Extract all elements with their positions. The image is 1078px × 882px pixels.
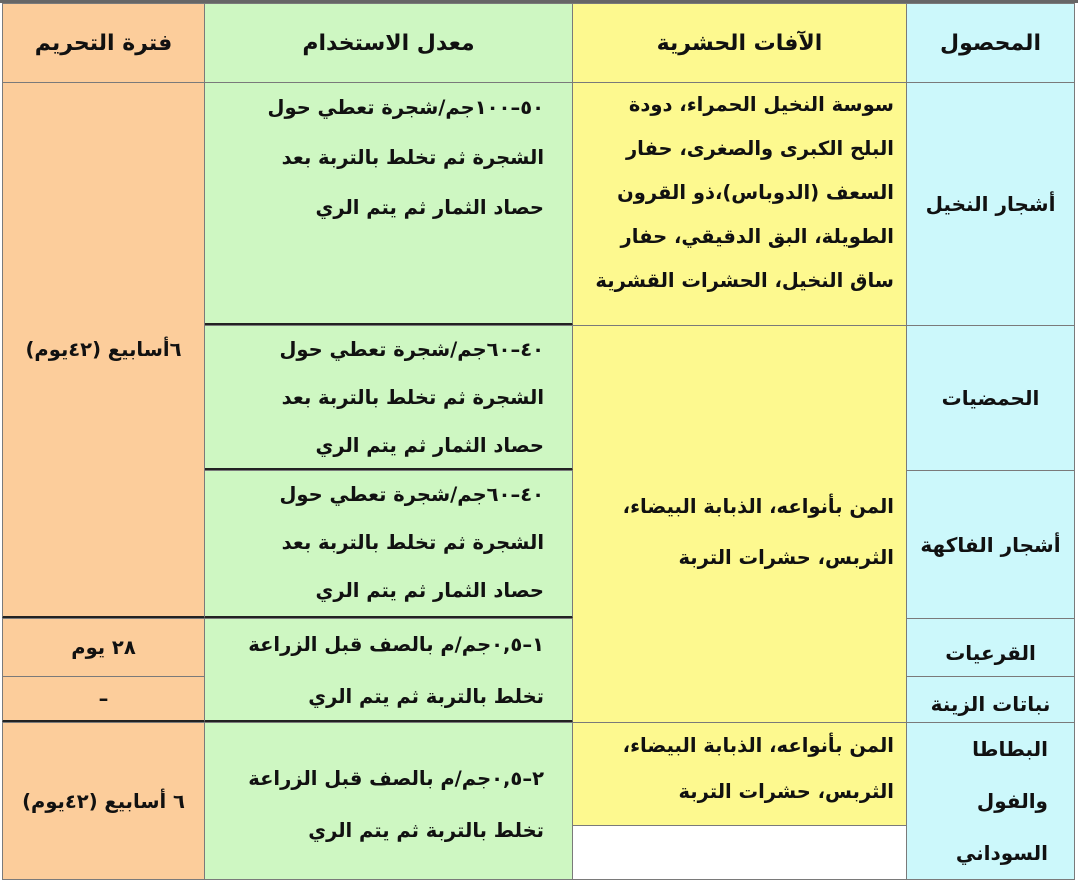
usage-shared-line: تخلط بالتربة ثم يتم الري	[308, 685, 544, 708]
crop-fruit	[906, 470, 1075, 619]
usage-palm-line: ٥٠–١٠٠جم/شجرة تعطي حول	[267, 96, 544, 119]
pests-potato-line: المن بأنواعه، الذبابة البيضاء،	[622, 734, 894, 757]
header-crop: المحصول	[906, 3, 1075, 83]
usage-shared-line: ١–٠,٥جم/م بالصف قبل الزراعة	[248, 633, 544, 656]
pests-potato-blank	[572, 825, 907, 880]
usage-fruit	[204, 470, 573, 619]
pests-palm-line: الطويلة، البق الدقيقي، حفار	[620, 225, 894, 248]
pests-shared-line: الثربس، حشرات التربة	[678, 546, 894, 569]
crop-palm-label: أشجار النخيل	[925, 192, 1056, 216]
crop-ornamentals	[906, 676, 1075, 723]
prohibition-ornamentals	[2, 676, 205, 723]
usage-palm	[204, 82, 573, 326]
usage-citrus-line: حصاد الثمار ثم يتم الري	[315, 434, 544, 457]
usage-citrus-line: ٤٠–٦٠جم/شجرة تعطي حول	[279, 338, 544, 361]
prohibition-potato-value: ٦ أسابيع (٤٢يوم)	[22, 789, 185, 813]
crop-ornamentals-label: نباتات الزينة	[930, 691, 1051, 716]
prohibition-trees-value: ٦أسابيع (٤٢يوم)	[25, 338, 182, 361]
header-prohibition-period: فترة التحريم	[2, 3, 205, 83]
pests-palm-line: البلح الكبرى والصغرى، حفار	[625, 137, 894, 160]
crop-potato-line: البطاطا	[972, 737, 1048, 761]
pests-palm	[572, 82, 907, 326]
usage-potato-line: تخلط بالتربة ثم يتم الري	[308, 819, 544, 842]
crop-potato	[906, 722, 1075, 880]
header-pests: الآفات الحشرية	[572, 3, 907, 83]
pests-shared-line: المن بأنواعه، الذبابة البيضاء،	[622, 495, 894, 518]
usage-potato	[204, 722, 573, 880]
crop-potato-line: والفول	[976, 789, 1048, 813]
prohibition-cucurbits-value: ٢٨ يوم	[71, 636, 136, 659]
pests-palm-line: السعف (الدوباس)،ذو القرون	[617, 181, 894, 204]
usage-citrus-line: الشجرة ثم تخلط بالتربة بعد	[281, 386, 544, 409]
usage-fruit-line: حصاد الثمار ثم يتم الري	[315, 579, 544, 602]
pests-potato	[572, 722, 907, 826]
prohibition-trees	[2, 82, 205, 619]
crop-palm	[906, 82, 1075, 326]
usage-palm-line: الشجرة ثم تخلط بالتربة بعد	[281, 146, 544, 169]
pests-potato-line: الثربس، حشرات التربة	[678, 780, 894, 803]
pests-shared	[572, 325, 907, 723]
usage-fruit-line: ٤٠–٦٠جم/شجرة تعطي حول	[279, 483, 544, 506]
prohibition-potato	[2, 722, 205, 880]
header-usage-rate: معدل الاستخدام	[204, 3, 573, 83]
crop-fruit-label: أشجار الفاكهة	[920, 532, 1061, 557]
crop-cucurbits-label: القرعيات	[945, 640, 1036, 665]
usage-shared	[204, 618, 573, 723]
prohibition-cucurbits	[2, 618, 205, 677]
crop-citrus-label: الحمضيات	[941, 386, 1040, 410]
usage-potato-line: ٢–٠,٥جم/م بالصف قبل الزراعة	[248, 767, 544, 790]
prohibition-ornamentals-value: –	[98, 687, 109, 710]
crop-citrus	[906, 325, 1075, 471]
usage-palm-line: حصاد الثمار ثم يتم الري	[315, 196, 544, 219]
usage-citrus	[204, 325, 573, 471]
pests-palm-line: ساق النخيل، الحشرات القشرية	[595, 269, 894, 292]
crop-cucurbits	[906, 618, 1075, 677]
crop-potato-line: السوداني	[955, 841, 1048, 865]
pests-palm-line: سوسة النخيل الحمراء، دودة	[628, 93, 894, 116]
usage-fruit-line: الشجرة ثم تخلط بالتربة بعد	[281, 531, 544, 554]
